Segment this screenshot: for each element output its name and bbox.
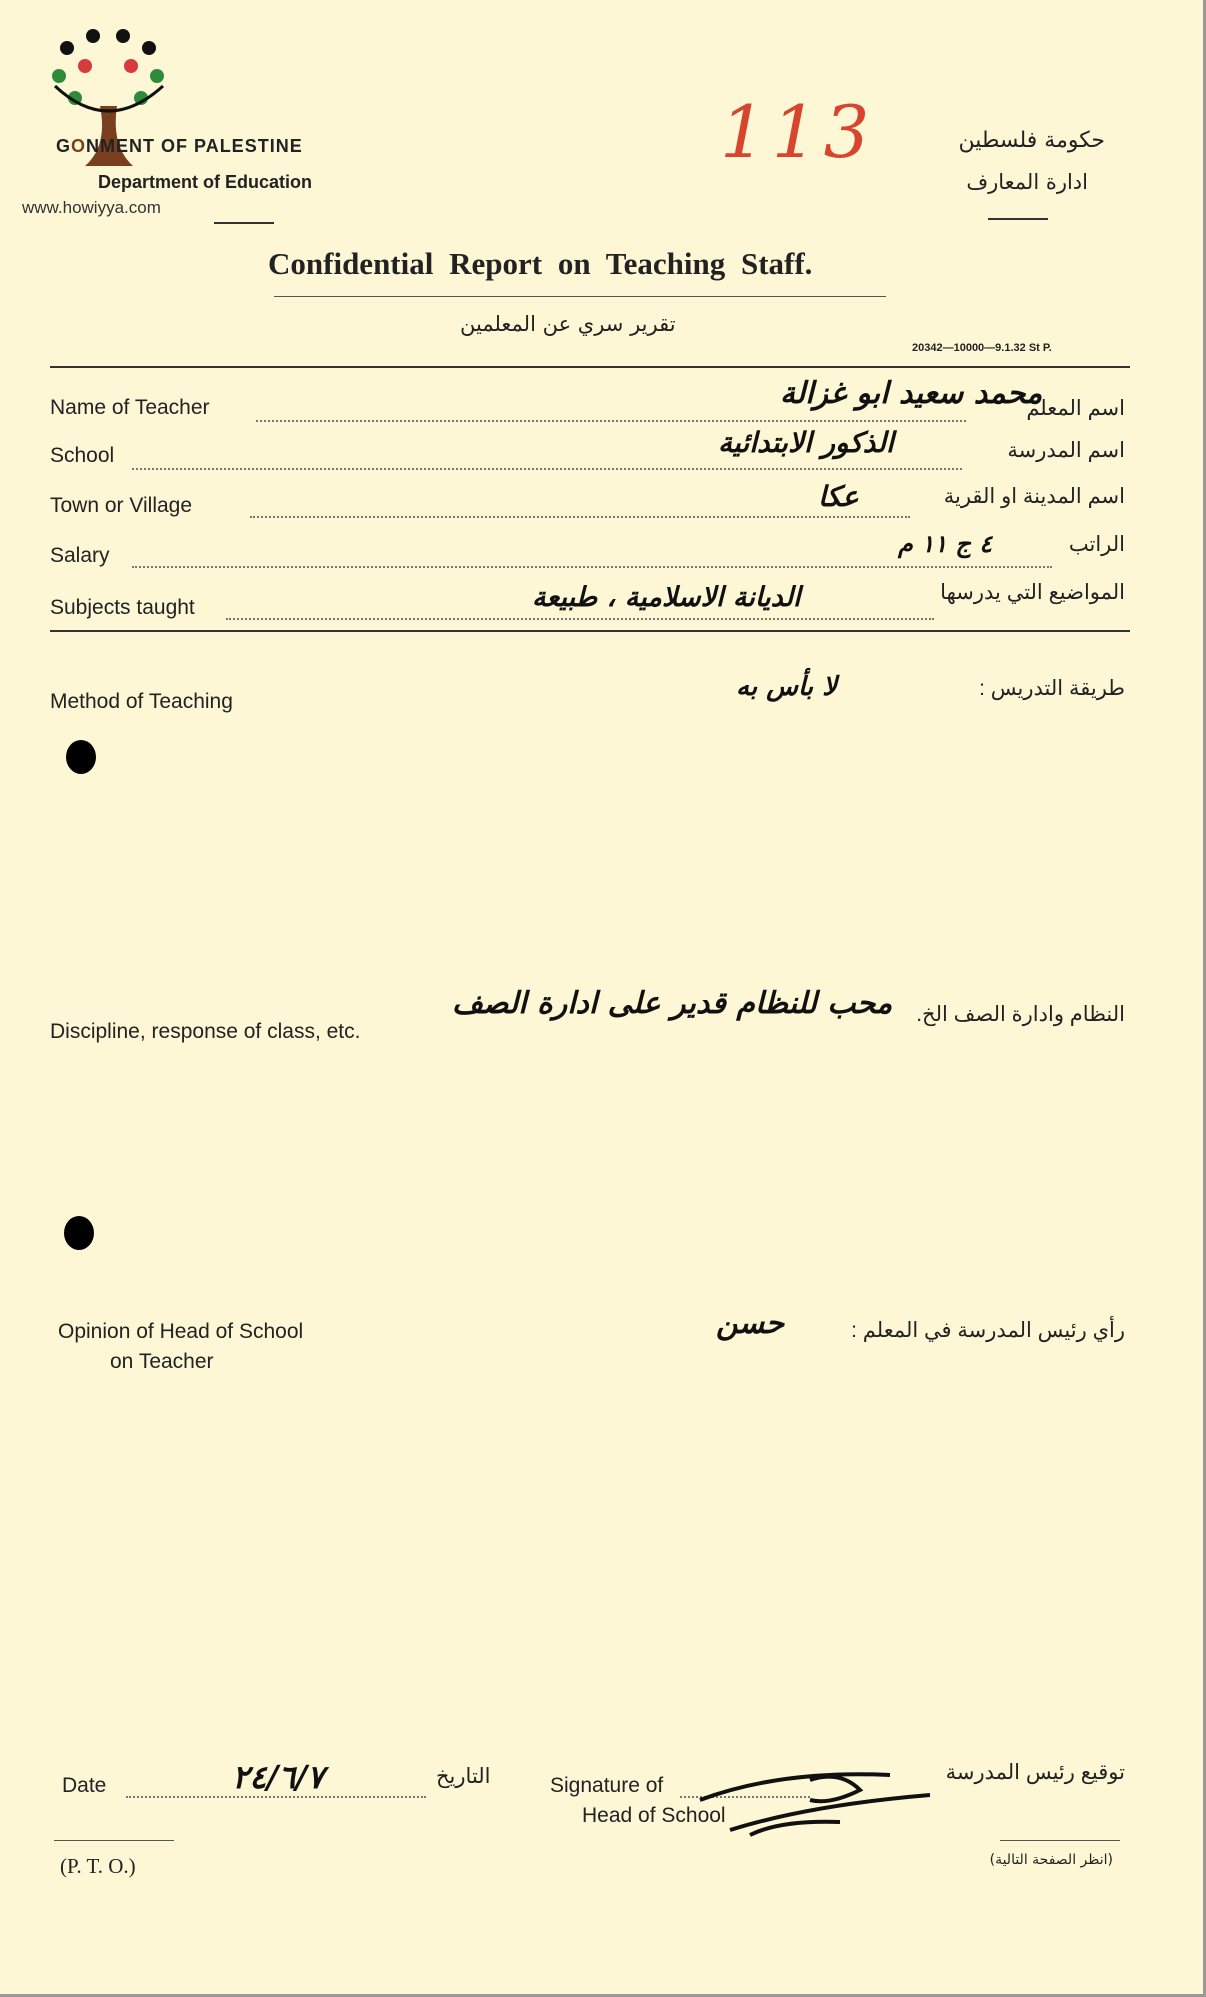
field-dots <box>132 468 962 470</box>
watermark-url: www.howiyya.com <box>22 198 161 217</box>
report-title: Confidential Report on Teaching Staff. <box>268 246 813 281</box>
header-underline-right <box>988 218 1048 220</box>
town-value: عكا <box>818 480 859 513</box>
teacher-name-value: محمد سعيد ابو غزالة <box>780 376 1043 411</box>
opinion-label-ar: رأي رئيس المدرسة في المعلم : <box>851 1319 1125 1342</box>
subjects-value: الديانة الاسلامية ، طبيعة <box>532 582 801 613</box>
school-value: الذكور الابتدائية <box>718 426 894 459</box>
howiyya-logo <box>45 26 175 186</box>
date-value: ٢٤/٦/٧ <box>232 1758 325 1796</box>
gov-ar-title: حكومة فلسطين <box>958 128 1105 153</box>
field-label-ar: اسم المعلم <box>1026 397 1125 420</box>
field-dots <box>256 420 966 422</box>
opinion-label-en: Opinion of Head of School <box>58 1320 304 1343</box>
field-label-en: Town or Village <box>50 494 193 517</box>
signature-label-en-line2: Head of School <box>582 1804 726 1827</box>
top-rule <box>50 366 1130 368</box>
punch-hole <box>66 740 96 774</box>
pto-ar: (انظر الصفحة التالية) <box>989 1852 1113 1868</box>
report-title-ar: تقرير سري عن المعلمين <box>460 312 676 336</box>
method-value: لا بأس به <box>736 672 838 702</box>
opinion-value: حسن <box>716 1306 785 1341</box>
salary-value: ٤ ج ١١ م <box>898 530 993 558</box>
dept-ar-title: ادارة المعارف <box>966 170 1088 194</box>
title-underline <box>274 296 886 297</box>
field-label-ar: اسم المدرسة <box>1007 439 1125 462</box>
field-dots <box>226 618 934 620</box>
header-underline-left <box>214 222 274 224</box>
pto-rule <box>54 1840 174 1841</box>
field-label-ar: المواضيع التي يدرسها <box>940 581 1125 604</box>
handwritten-signature <box>690 1750 950 1840</box>
signature-label-ar: توقيع رئيس المدرسة <box>945 1761 1125 1784</box>
field-dots <box>250 516 910 518</box>
pto-rule-ar <box>1000 1840 1120 1841</box>
method-label-en: Method of Teaching <box>50 690 233 713</box>
fields-bottom-rule <box>50 630 1130 632</box>
punch-hole <box>64 1216 94 1250</box>
gov-en-title: GONMENT OF PALESTINE <box>56 136 303 156</box>
field-label-en: Name of Teacher <box>50 396 210 419</box>
field-label-en: School <box>50 444 115 467</box>
date-label-en: Date <box>62 1774 107 1797</box>
discipline-label-en: Discipline, response of class, etc. <box>50 1020 361 1043</box>
opinion-label-en-line2: on Teacher <box>110 1350 214 1373</box>
signature-label-en: Signature of <box>550 1774 664 1797</box>
field-dots <box>132 566 1052 568</box>
date-label-ar: التاريخ <box>436 1765 491 1788</box>
dept-en-title: Department of Education <box>98 172 313 192</box>
field-label-ar: الراتب <box>1068 533 1125 556</box>
field-label-en: Salary <box>50 544 110 567</box>
field-label-ar: اسم المدينة او القرية <box>943 485 1125 508</box>
method-label-ar: طريقة التدريس : <box>979 677 1125 700</box>
print-code: 20342—10000—9.1.32 St P. <box>912 342 1052 354</box>
field-label-en: Subjects taught <box>50 596 195 619</box>
document-number: 113 <box>720 90 876 174</box>
discipline-value: محب للنظام قدير على ادارة الصف <box>452 986 893 1021</box>
discipline-label-ar: النظام وادارة الصف الخ. <box>916 1003 1125 1026</box>
pto-en: (P. T. O.) <box>60 1854 136 1878</box>
date-dots <box>126 1796 426 1798</box>
